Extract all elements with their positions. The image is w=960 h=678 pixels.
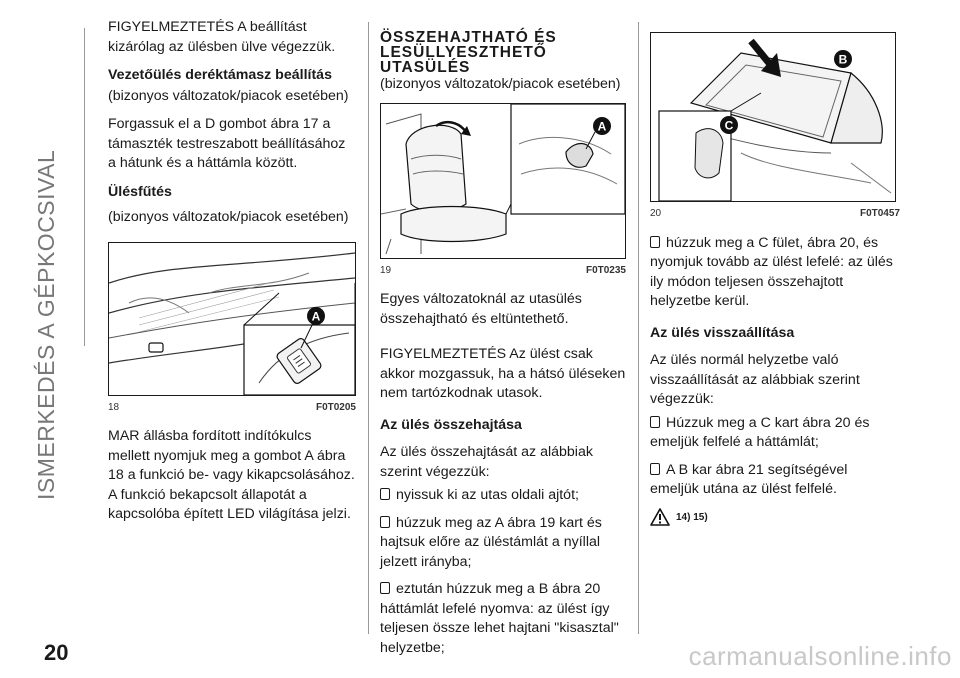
foldable-intro: Egyes változatoknál az utasülés összehajtható és eltüntethető.: [380, 291, 582, 327]
column-divider-1: [368, 22, 369, 634]
chapter-side-title: ISMERKEDÉS A GÉPKOCSIVAL: [33, 149, 59, 500]
bullet-box-icon: [650, 236, 660, 248]
lumbar-text: Forgassuk el a D gombot ábra 17 a támaszték testreszabott beállításához a hátunk és a háttámla között.: [108, 116, 346, 171]
figure-18-caption: [108, 398, 356, 418]
figure-20-code: F0T0457: [859, 208, 900, 219]
bullet-box-icon: [650, 416, 660, 428]
figure-19-caption: [380, 261, 626, 281]
foldable-seat-title: ÖSSZEHAJTHATÓ ÉS LESÜLLYESZTHETŐ UTASÜLÉS: [380, 29, 557, 76]
column-2: [380, 18, 626, 666]
page-number: 20: [44, 640, 69, 665]
figure-19-code: F0T0235: [585, 264, 626, 276]
watermark: carmanualsonline.info: [688, 641, 952, 671]
figure-18-seat-heating: [108, 242, 356, 396]
seat-heater-illustration: [109, 243, 355, 395]
figure-19-passenger-seat: [380, 103, 626, 259]
fold-step-2: húzzuk meg az A ábra 19 kart és hajtsuk előre az üléstámlát a nyíllal jelzett irányba;: [380, 514, 602, 570]
figure-20-caption: [650, 204, 900, 224]
bullet-box-icon: [380, 516, 390, 528]
figure-18-number: 18: [108, 401, 120, 413]
heating-text-1: MAR állásba fordított indítókulcs mellett nyomjuk meg a gombot A ábra 18 a funkció be- vagy kikapcsolásához.: [108, 428, 355, 483]
warning-ref-numbers: 14) 15): [676, 511, 708, 523]
intro-warning: FIGYELMEZTETÉS A beállítást kizárólag az ülésben ülve végezzük.: [108, 19, 336, 55]
warning-references: [650, 508, 900, 528]
bullet-box-icon: [380, 488, 390, 500]
restore-heading: Az ülés visszaállítása: [650, 324, 795, 341]
lumbar-subheading: (bizonyos változatok/piacok esetében): [108, 87, 349, 104]
fig19-label-a: A: [597, 119, 607, 133]
fig18-label-a: A: [311, 309, 321, 323]
fold-heading: Az ülés összehajtása: [380, 416, 522, 433]
heating-text-2: A funkció bekapcsolt állapotát a kapcsolóba épített LED világítása jelzi.: [108, 486, 351, 522]
passenger-seat-illustration: [381, 104, 625, 258]
figure-19-number: 19: [380, 264, 392, 276]
heating-heading: Ülésfűtés: [108, 183, 172, 200]
fold-step-4: húzzuk meg a C fület, ábra 20, és nyomjuk tovább az ülést lefelé: az ülés ily módon teljesen összehajtott helyzetbe kerül.: [650, 234, 893, 309]
bullet-box-icon: [380, 582, 390, 594]
warning-triangle-icon: [650, 508, 670, 526]
foldable-seat-subheading: (bizonyos változatok/piacok esetében): [380, 76, 621, 92]
fold-intro: Az ülés összehajtását az alábbiak szerint végezzük:: [380, 444, 593, 480]
bullet-box-icon: [650, 463, 660, 475]
lumbar-heading: Vezetőülés deréktámasz beállítás: [108, 67, 332, 83]
foldable-warning: FIGYELMEZTETÉS Az ülést csak akkor mozgassuk, ha a hátsó üléseken nem tartózkodnak utasok.: [380, 346, 626, 401]
folded-seat-illustration: [651, 33, 895, 201]
figure-18-code: F0T0205: [315, 401, 356, 413]
figure-20-number: 20: [650, 208, 662, 219]
restore-step-1: Húzzuk meg a C kart ábra 20 és emeljük felfelé a háttámlát;: [650, 414, 870, 450]
column-3: [650, 18, 900, 527]
fig20-label-b: B: [838, 52, 848, 67]
figure-20-folded-seat: [650, 32, 896, 202]
fold-step-1: nyissuk ki az utas oldali ajtót;: [380, 486, 626, 506]
restore-intro: Az ülés normál helyzetbe való visszaállítását az alábbiak szerint végezzük:: [650, 352, 860, 407]
restore-step-2: A B kar ábra 21 segítségével emeljük utána az ülést felfelé.: [650, 461, 848, 497]
column-divider-2: [638, 22, 639, 634]
heating-subheading: (bizonyos változatok/piacok esetében): [108, 209, 349, 225]
fold-step-3: eztután húzzuk meg a B ábra 20 háttámlát lefelé nyomva: az ülést így teljesen össze lehet hajtani "kisasztal" helyzetbe;: [380, 581, 619, 656]
side-divider: [84, 28, 85, 346]
column-1: [108, 18, 356, 534]
fig20-label-c: C: [724, 118, 734, 133]
